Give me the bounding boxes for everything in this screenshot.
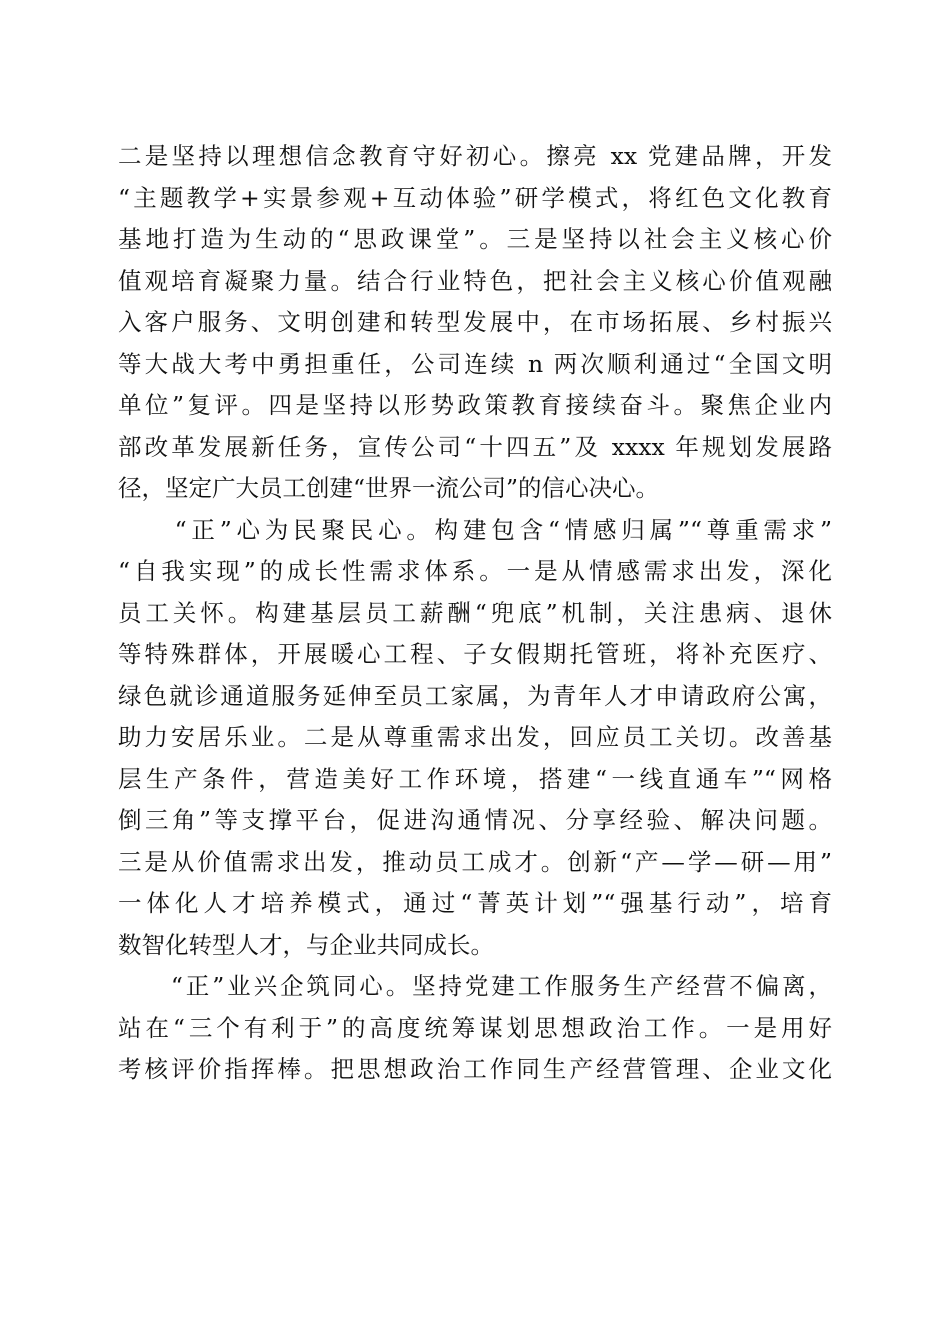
text-line: 等大战大考中勇担重任，公司连续 n 两次顺利通过“全国文明 bbox=[118, 349, 832, 378]
paragraph-people bbox=[118, 510, 832, 967]
text-line: “正”心为民聚民心。构建包含“情感归属”“尊重需求” bbox=[118, 515, 832, 544]
text-line: 二是坚持以理想信念教育守好初心。擦亮 xx 党建品牌，开发 bbox=[118, 142, 832, 170]
text-line: 基地打造为生动的“思政课堂”。三是坚持以社会主义核心价 bbox=[118, 225, 832, 253]
text-line: 层生产条件，营造美好工作环境，搭建“一线直通车”“网格 bbox=[118, 764, 832, 793]
text-line: 入客户服务、文明创建和转型发展中，在市场拓展、乡村振兴 bbox=[118, 308, 832, 336]
text-line: 绿色就诊通道服务延伸至员工家属，为青年人才申请政府公寓， bbox=[118, 681, 832, 710]
text-line: 径，坚定广大员工创建“世界一流公司”的信心决心。 bbox=[118, 474, 660, 502]
text-line: 数智化转型人才，与企业共同成长。 bbox=[118, 930, 494, 959]
text-line: 站在“三个有利于”的高度统筹谋划思想政治工作。一是用好 bbox=[118, 1013, 832, 1042]
text-line: 等特殊群体，开展暖心工程、子女假期托管班，将补充医疗、 bbox=[118, 640, 832, 668]
text-line: “自我实现”的成长性需求体系。一是从情感需求出发，深化 bbox=[118, 557, 832, 585]
text-line: 考核评价指挥棒。把思想政治工作同生产经营管理、企业文化 bbox=[118, 1055, 832, 1083]
text-line: “主题教学+实景参观+互动体验”研学模式，将红色文化教育 bbox=[118, 183, 832, 212]
text-line: 员工关怀。构建基层员工薪酬“兜底”机制，关注患病、退休 bbox=[118, 598, 832, 627]
text-line: 部改革发展新任务，宣传公司“十四五”及 xxxx 年规划发展路 bbox=[118, 432, 832, 461]
text-line: 助力安居乐业。二是从尊重需求出发，回应员工关切。改善基 bbox=[118, 723, 832, 751]
document-page bbox=[118, 136, 832, 1091]
text-line: “正”业兴企筑同心。坚持党建工作服务生产经营不偏离， bbox=[118, 972, 832, 1000]
text-line: 倒三角”等支撑平台，促进沟通情况、分享经验、解决问题。 bbox=[118, 806, 832, 834]
paragraph-enterprise bbox=[118, 966, 832, 1091]
text-line: 三是从价值需求出发，推动员工成才。创新“产—学—研—用” bbox=[118, 847, 832, 876]
text-line: 值观培育凝聚力量。结合行业特色，把社会主义核心价值观融 bbox=[118, 266, 832, 295]
text-line: 单位”复评。四是坚持以形势政策教育接续奋斗。聚焦企业内 bbox=[118, 391, 832, 419]
text-line: 一体化人才培养模式，通过“菁英计划”“强基行动”，培育 bbox=[118, 889, 832, 917]
paragraph-ideals bbox=[118, 136, 832, 510]
